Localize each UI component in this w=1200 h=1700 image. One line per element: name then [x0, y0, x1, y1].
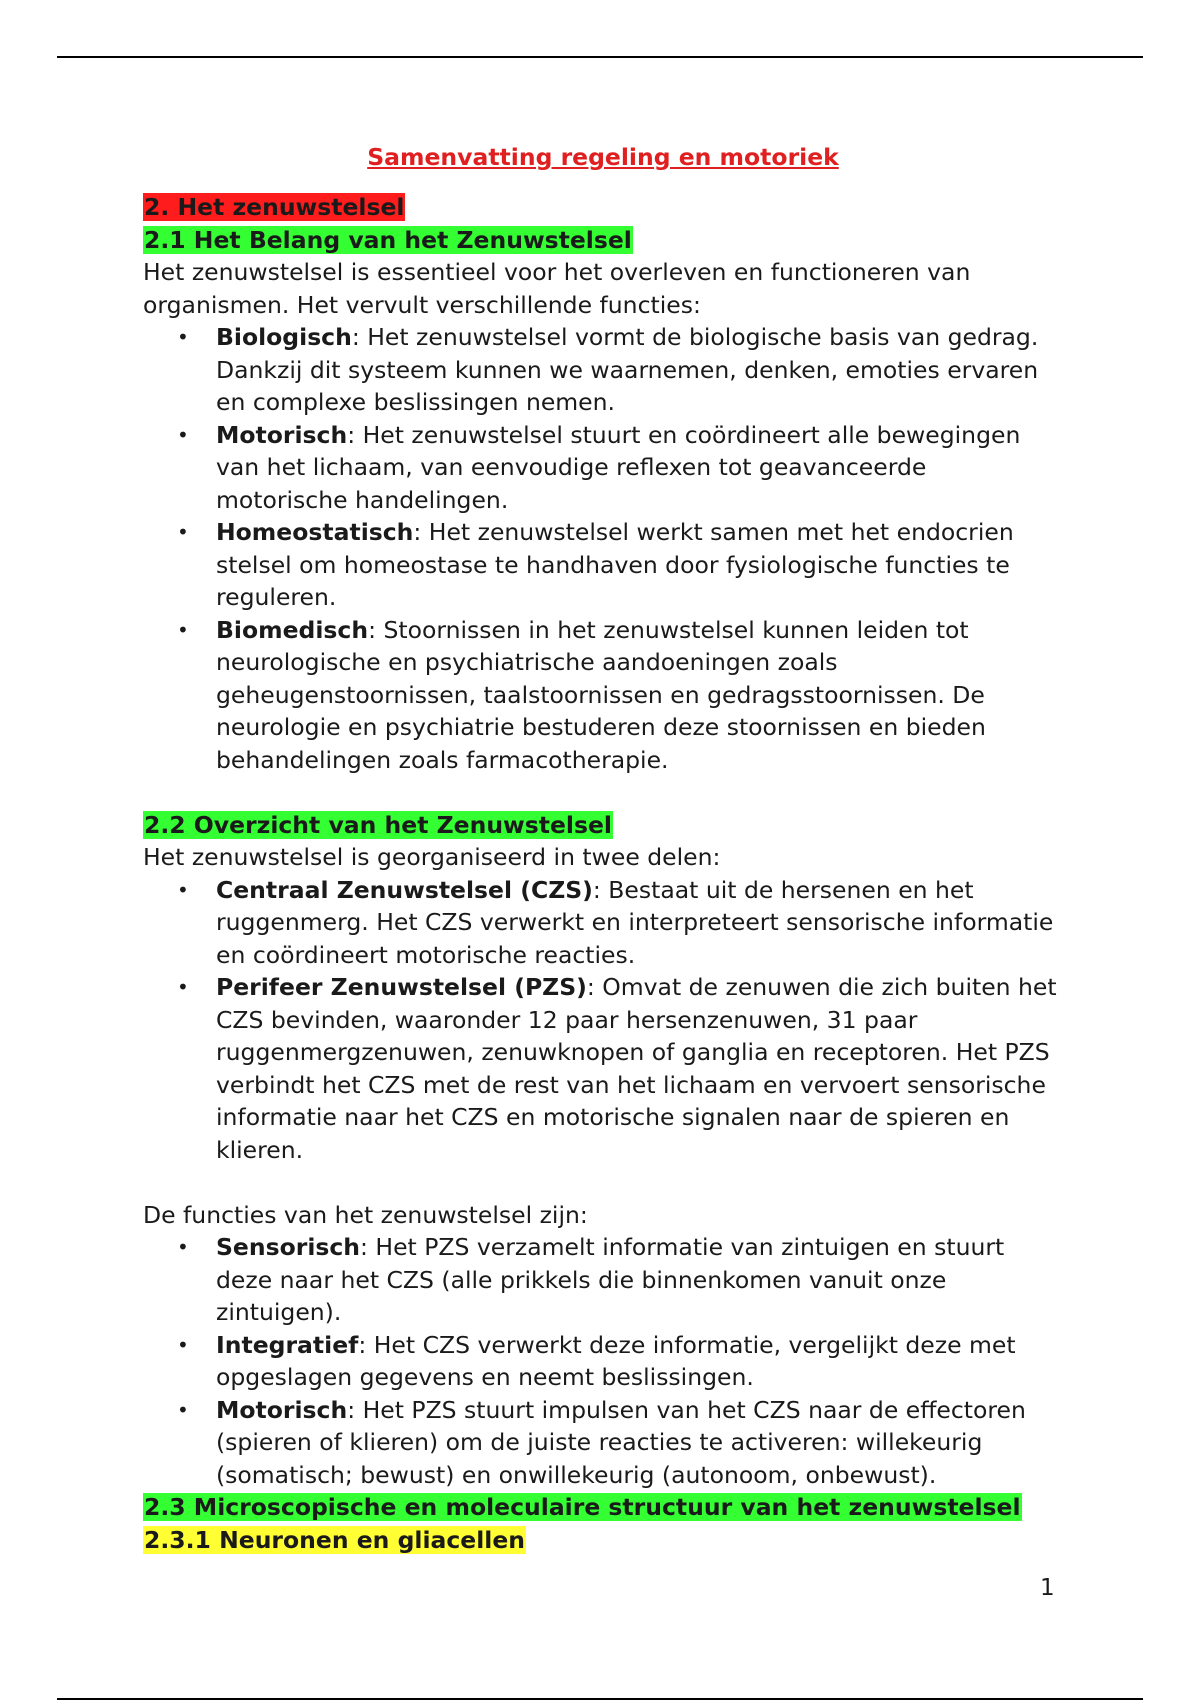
list-item-term: Perifeer Zenuwstelsel (PZS) — [216, 973, 587, 1001]
section-2-1-intro: Het zenuwstelsel is essentieel voor het overleven en functioneren van organismen. Het vervult verschillende functies: — [143, 258, 971, 319]
document-body — [143, 140, 1063, 1556]
section-heading-2-1-text: 2.1 Het Belang van het Zenuwstelsel — [144, 225, 632, 254]
list-item — [143, 321, 1063, 419]
section-2-2-list — [143, 874, 1063, 1167]
list-item-term: Centraal Zenuwstelsel (CZS) — [216, 875, 593, 904]
list-item-text: : Bestaat uit de hersenen en het ruggenmerg. Het CZS verwerkt en interpreteert sensorische informatie en coördineert motorische reacties. — [216, 875, 1054, 969]
list-item-text: : Het PZS verzamelt informatie van zintuigen en stuurt deze naar het CZS (alle prikkels die binnenkomen vanuit onze zintuigen). — [216, 1233, 1005, 1326]
section-2-2-functions-intro: De functies van het zenuwstelsel zijn: — [143, 1200, 588, 1229]
list-item — [143, 1231, 1063, 1329]
subsection-heading-2-3-1 — [143, 1524, 1063, 1557]
page-number: 1 — [1040, 1575, 1055, 1601]
section-heading-2-1 — [143, 224, 1063, 257]
section-heading-2-2-text: 2.2 Overzicht van het Zenuwstelsel — [144, 810, 612, 839]
section-heading-2-2 — [143, 809, 1063, 842]
list-item-text: : Het zenuwstelsel werkt samen met het endocrien stelsel om homeostase te handhaven door fysiologische functies te reguleren. — [216, 518, 1014, 611]
list-item — [143, 874, 1063, 972]
list-item — [143, 1329, 1063, 1394]
list-item — [143, 516, 1063, 614]
section-heading-2-3-text: 2.3 Microscopische en moleculaire structuur van het zenuwstelsel — [144, 1493, 1021, 1521]
paragraph-spacer — [143, 776, 1063, 809]
list-item-text: : Het zenuwstelsel stuurt en coördineert alle bewegingen van het lichaam, van eenvoudige reflexen tot geavanceerde motorische handelingen. — [216, 420, 1021, 514]
list-item-term: Biologisch — [216, 323, 352, 351]
list-item — [143, 1394, 1063, 1492]
list-item-term: Homeostatisch — [216, 518, 414, 546]
section-2-2-functions-list — [143, 1231, 1063, 1491]
section-heading-2-3 — [143, 1491, 1063, 1524]
list-item-term: Motorisch — [216, 1395, 348, 1424]
section-2-1-list — [143, 321, 1063, 776]
list-item-term: Integratief — [216, 1330, 359, 1359]
list-item-text: : Het zenuwstelsel vormt de biologische basis van gedrag. Dankzij dit systeem kunnen we waarnemen, denken, emoties ervaren en complexe beslissingen nemen. — [216, 323, 1039, 416]
list-item-term: Motorisch — [216, 420, 348, 449]
list-item — [143, 971, 1063, 1166]
subsection-heading-2-3-1-text: 2.3.1 Neuronen en gliacellen — [144, 1525, 526, 1554]
chapter-heading — [143, 191, 1063, 224]
list-item-text: : Het CZS verwerkt deze informatie, vergelijkt deze met opgeslagen gegevens en neemt beslissingen. — [216, 1330, 1016, 1391]
list-item — [143, 419, 1063, 517]
list-item-text: : Stoornissen in het zenuwstelsel kunnen leiden tot neurologische en psychiatrische aandoeningen zoals geheugenstoornissen, taalstoornissen en gedragsstoornissen. De neurologie en psychiatrie bestuderen deze stoornissen en bieden behandelingen zoals farmacotherapie. — [216, 615, 986, 774]
section-2-2-intro: Het zenuwstelsel is georganiseerd in twee delen: — [143, 843, 721, 871]
paragraph-spacer — [143, 1166, 1063, 1199]
list-item-text: : Het PZS stuurt impulsen van het CZS naar de effectoren (spieren of klieren) om de juiste reacties te activeren: willekeurig (somatisch; bewust) en onwillekeurig (autonoom, onbewust). — [216, 1395, 1026, 1489]
list-item-text: : Omvat de zenuwen die zich buiten het CZS bevinden, waaronder 12 paar hersenzenuwen, 31 paar ruggenmergzenuwen, zenuwknopen of ganglia en receptoren. Het PZS verbindt het CZS met de rest van het lichaam en vervoert sensorische informatie naar het CZS en motorische signalen naar de spieren en klieren. — [216, 973, 1057, 1164]
document-title: Samenvatting regeling en motoriek — [367, 143, 839, 171]
list-item-term: Sensorisch — [216, 1233, 361, 1261]
chapter-heading-text: 2. Het zenuwstelsel — [144, 193, 405, 221]
header-rule — [57, 56, 1143, 58]
list-item-term: Biomedisch — [216, 615, 369, 644]
list-item — [143, 614, 1063, 777]
